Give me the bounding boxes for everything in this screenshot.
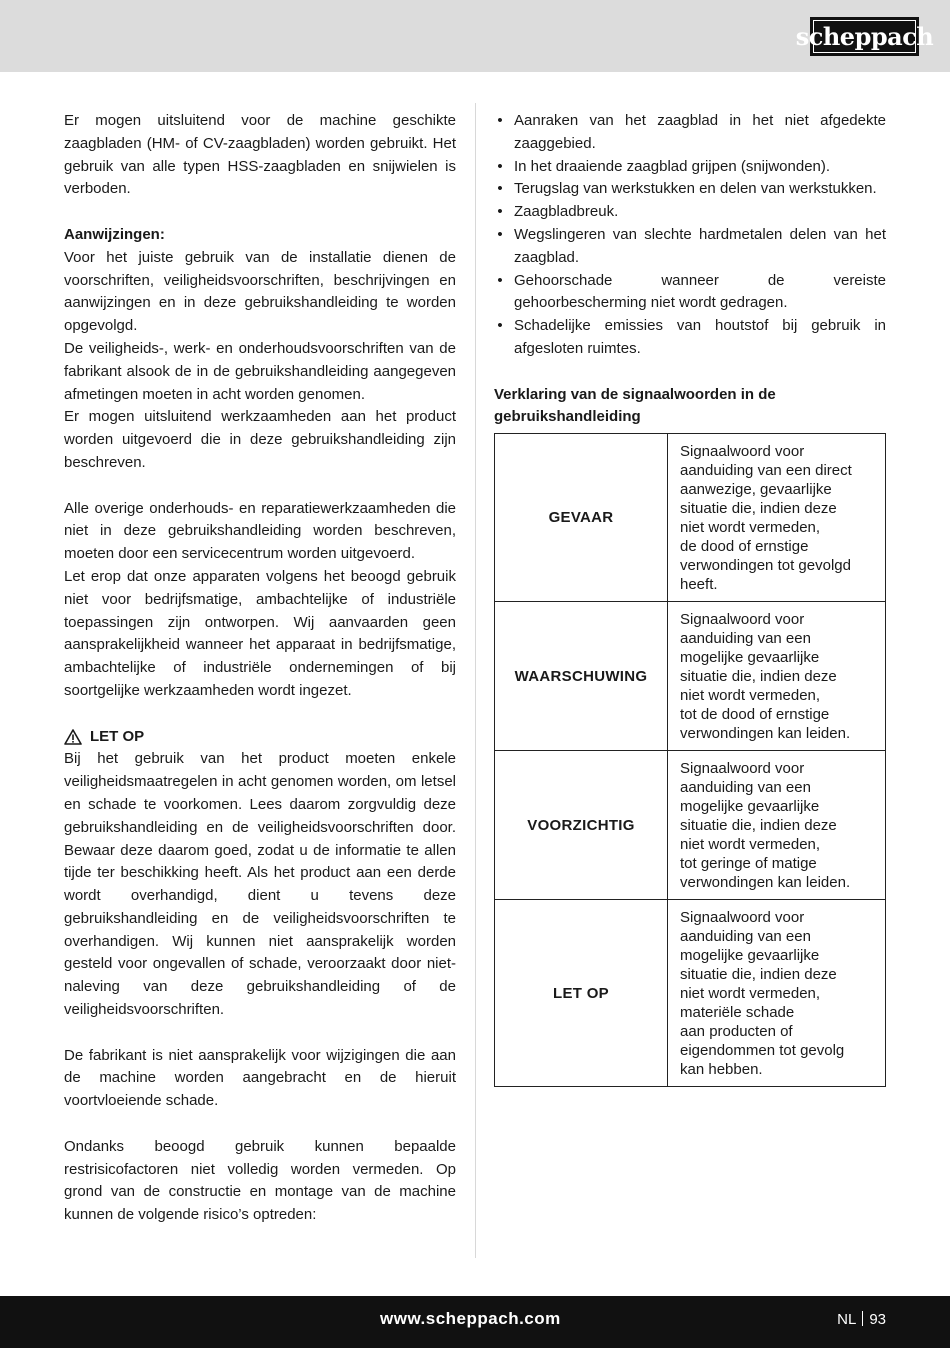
signal-description-line: situatie die, indien deze <box>680 817 837 835</box>
signal-term: GEVAAR <box>495 434 668 602</box>
paragraph-commercial-use: Let erop dat onze apparaten volgens het beoogd gebruik niet voor bedrijfsmatige, ambachtelijke of industriële toepassingen zijn ontworpen. Wij aanvaarden geen aansprakelijkheid wanneer het apparaat in bedrijfsmatige, ambachtelijke of industriële ondernemingen of bij soortgelijke werkzaamheden wordt ingezet. <box>64 567 456 699</box>
signal-description-line: niet wordt vermeden, <box>680 687 821 705</box>
signal-description-line: mogelijke gevaarlijke <box>680 798 820 816</box>
paragraph-residual-risks: Ondanks beoogd gebruik kunnen bepaalde restrisicofactoren niet volledig worden vermeden. Op grond van de constructie en montage van de machine kunnen de volgende risico’s optreden: <box>64 1137 456 1224</box>
footer-page-number <box>837 1311 886 1328</box>
signal-term: VOORZICHTIG <box>495 751 668 900</box>
risk-list-item <box>494 224 886 270</box>
signal-row <box>495 900 886 1087</box>
signal-description-line: eigendommen tot gevolg <box>680 1042 845 1060</box>
signal-description-line: tot de dood of ernstige <box>680 706 830 724</box>
signal-words-table <box>494 433 886 1087</box>
warning-triangle-icon <box>64 729 82 745</box>
risk-text: Wegslingeren van slechte hardmetalen delen van het zaagblad. <box>514 225 886 266</box>
signal-description-line: verwondingen kan leiden. <box>680 874 851 892</box>
risk-list-item <box>494 156 886 179</box>
paragraph-service-center: Alle overige onderhouds- en reparatiewerkzaamheden die niet in deze gebruikshandleiding worden beschreven, moeten door een servicecentrum worden uitgevoerd. <box>64 499 456 563</box>
footer-url[interactable]: www.scheppach.com <box>380 1309 561 1328</box>
risk-list-item <box>494 178 886 201</box>
signal-description-line: aanduiding van een <box>680 928 811 946</box>
brand-logo: scheppach <box>810 17 919 56</box>
signal-description-line: Signaalwoord voor <box>680 611 805 629</box>
signal-description-line: situatie die, indien deze <box>680 500 837 518</box>
paragraph-modifications: De fabrikant is niet aansprakelijk voor wijzigingen die aan de machine worden aangebracht en de hieruit voortvloeiende schade. <box>64 1046 456 1110</box>
signal-description-line: aan producten of <box>680 1023 793 1041</box>
signal-term: WAARSCHUWING <box>495 602 668 751</box>
bullet-icon: • <box>497 225 503 243</box>
signal-description-line: materiële schade <box>680 1004 795 1022</box>
signal-words-heading: Verklaring van de signaalwoorden in de gebruikshandleiding <box>494 385 776 426</box>
paragraph-safety-measures: Bij het gebruik van het product moeten enkele veiligheidsmaatregelen in acht genomen worden, om letsel en schade te voorkomen. Lees daarom zorgvuldig deze gebruikshandleiding en de veiligheidsvoorschriften door. Bewaar deze daarom goed, zodat u de informatie te allen tijde ter beschikking heeft. Als het product aan een derde wordt overhandigd, dient u tevens deze gebruikshandleiding en de veiligheidsvoorschriften te overhandigen. Wij kunnen niet aansprakelijk worden gesteld voor ongevallen of schade, veroorzaakt door niet-naleving van deze gebruikshandleiding of de veiligheidsvoorschriften. <box>64 750 456 1019</box>
notes-heading: Aanwijzingen: <box>64 225 165 243</box>
signal-description-line: verwondingen kan leiden. <box>680 725 851 743</box>
risk-text: Terugslag van werkstukken en delen van werkstukken. <box>514 180 877 198</box>
footer-separator <box>862 1311 863 1326</box>
risk-text: In het draaiende zaagblad grijpen (snijwonden). <box>514 157 831 175</box>
signal-description-line: aanduiding van een <box>680 630 811 648</box>
risk-list-item <box>494 201 886 224</box>
signal-description-line: Signaalwoord voor <box>680 909 805 927</box>
bullet-icon: • <box>497 157 503 175</box>
risk-text: Schadelijke emissies van houtstof bij gebruik in afgesloten ruimtes. <box>514 317 886 357</box>
bullet-icon: • <box>497 271 503 289</box>
signal-description-line: Signaalwoord voor <box>680 760 805 778</box>
caution-heading: LET OP <box>90 727 145 745</box>
bullet-icon: • <box>497 112 503 129</box>
signal-term: LET OP <box>495 900 668 1087</box>
column-divider <box>475 103 476 1258</box>
paragraph-permitted-work: Er mogen uitsluitend werkzaamheden aan het product worden uitgevoerd die in deze gebruikshandleiding zijn beschreven. <box>64 408 456 471</box>
signal-description <box>668 602 886 751</box>
signal-description-line: mogelijke gevaarlijke <box>680 947 820 965</box>
paragraph-saw-blades: Er mogen uitsluitend voor de machine geschikte zaagbladen (HM- of CV-zaagbladen) worden gebruikt. Het gebruik van alle typen HSS-zaagbladen en snijwielen is verboden. <box>64 112 456 198</box>
signal-description-line: situatie die, indien deze <box>680 966 837 984</box>
signal-description <box>668 751 886 900</box>
risk-list-item <box>494 110 886 156</box>
caution-heading-row <box>64 726 456 749</box>
paragraph-instructions: Voor het juiste gebruik van de installatie dienen de voorschriften, veiligheidsvoorschriften, beschrijvingen en aanwijzingen en in deze gebruikshandleiding te worden opgevolgd. <box>64 248 456 335</box>
signal-description <box>668 900 886 1087</box>
signal-description-line: kan hebben. <box>680 1061 763 1079</box>
footer-page: 93 <box>869 1311 886 1328</box>
left-column <box>64 110 456 1227</box>
risk-list <box>494 110 886 361</box>
signal-description-line: aanwezige, gevaarlijke <box>680 481 832 499</box>
signal-row <box>495 602 886 751</box>
signal-description <box>668 434 886 602</box>
right-column <box>494 110 886 1087</box>
risk-list-item <box>494 315 886 361</box>
footer-language: NL <box>837 1311 857 1328</box>
paragraph-manufacturer-rules: De veiligheids-, werk- en onderhoudsvoorschriften van de fabrikant alsook de in de gebruikshandleiding aangegeven afmetingen moeten in acht worden genomen. <box>64 339 456 403</box>
signal-description-line: niet wordt vermeden, <box>680 985 821 1003</box>
signal-description-line: mogelijke gevaarlijke <box>680 649 820 667</box>
signal-description-line: de dood of ernstige <box>680 538 809 556</box>
signal-description-line: tot geringe of matige <box>680 855 817 873</box>
bullet-icon: • <box>497 203 503 221</box>
signal-description-line: aanduiding van een <box>680 779 811 797</box>
signal-description-line: heeft. <box>680 576 718 594</box>
risk-list-item <box>494 270 886 316</box>
signal-row <box>495 434 886 602</box>
signal-description-line: verwondingen tot gevolgd <box>680 557 851 575</box>
signal-description-line: niet wordt vermeden, <box>680 836 821 854</box>
signal-row <box>495 751 886 900</box>
signal-description-line: aanduiding van een direct <box>680 462 852 480</box>
signal-description-line: situatie die, indien deze <box>680 668 837 686</box>
risk-text: Zaagbladbreuk. <box>514 203 619 221</box>
bullet-icon: • <box>497 317 503 335</box>
signal-description-line: niet wordt vermeden, <box>680 519 821 537</box>
risk-text: Gehoorschade wanneer de vereiste gehoorbescherming niet wordt gedragen. <box>514 271 886 312</box>
risk-text: Aanraken van het zaagblad in het niet afgedekte zaaggebied. <box>514 112 886 152</box>
bullet-icon: • <box>497 180 503 198</box>
signal-description-line: Signaalwoord voor <box>680 443 805 461</box>
footer-band <box>0 1296 950 1348</box>
